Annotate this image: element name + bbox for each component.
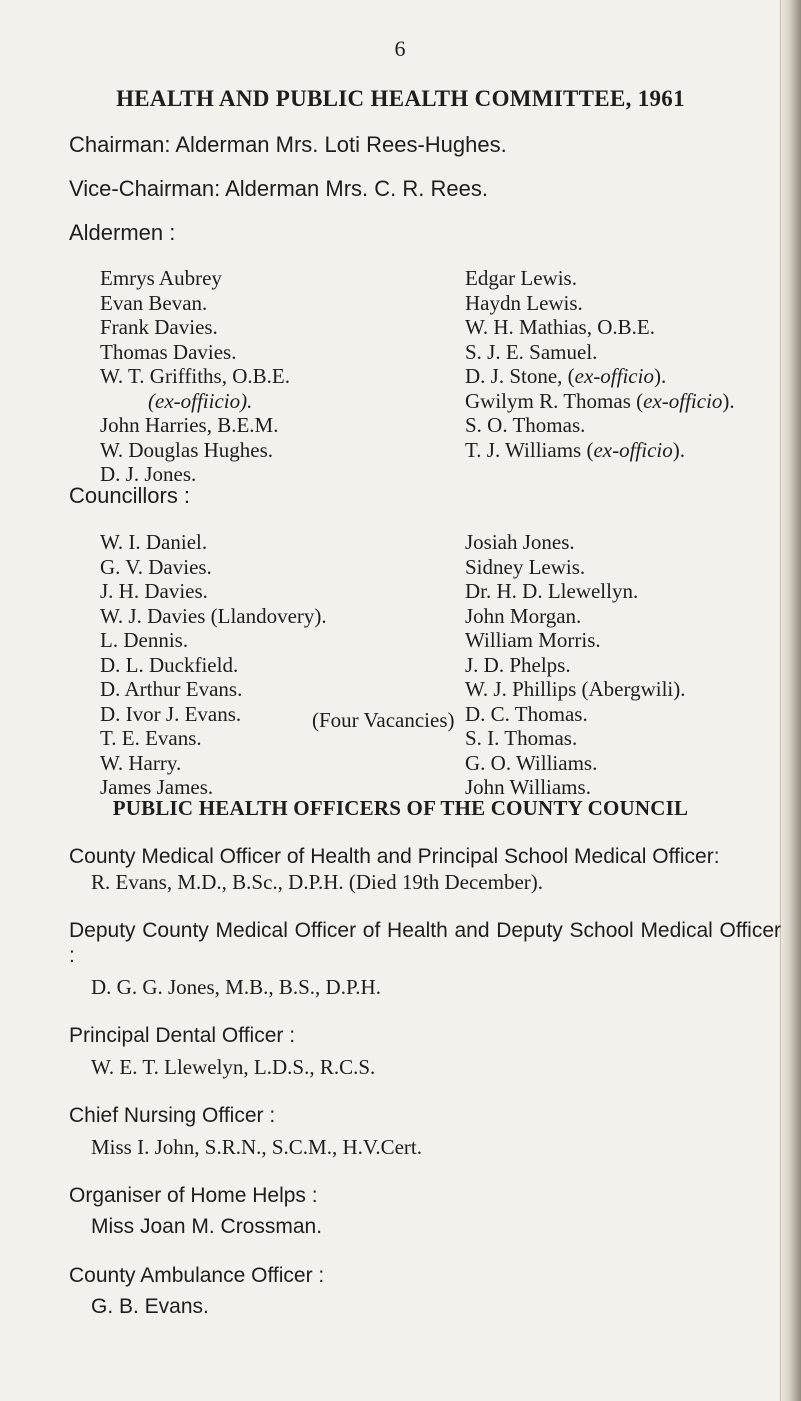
officers-list	[69, 844, 781, 1343]
alderman-name: W. Douglas Hughes.	[100, 437, 274, 462]
officer-holder: W. E. T. Llewelyn, L.D.S., R.C.S.	[91, 1055, 376, 1079]
officer-role: Organiser of Home Helps :	[69, 1184, 318, 1207]
councillors-right-column	[465, 530, 686, 800]
councillor-name: G. O. Williams.	[465, 750, 598, 775]
councillor-name: John Williams.	[465, 775, 591, 799]
officers-heading: PUBLIC HEALTH OFFICERS OF THE COUNTY COUNCIL	[112, 796, 689, 820]
officer-entry	[69, 1263, 781, 1320]
councillor-name: D. Arthur Evans.	[100, 677, 243, 701]
ex-officio-note: (ex-offiicio).	[148, 388, 253, 413]
alderman-name: D. J. Stone, (ex-officio).	[465, 364, 667, 388]
officer-role: County Ambulance Officer :	[69, 1264, 325, 1287]
councillor-name: J. D. Phelps.	[465, 652, 571, 677]
councillor-name: W. I. Daniel.	[100, 530, 208, 554]
page-title: HEALTH AND PUBLIC HEALTH COMMITTEE, 1961	[116, 86, 685, 111]
councillor-name: William Morris.	[465, 628, 601, 652]
councillors-left-column	[100, 530, 327, 800]
councillor-name: G. V. Davies.	[100, 554, 212, 579]
officer-holder: G. B. Evans.	[91, 1295, 209, 1318]
officer-role: Chief Nursing Officer :	[69, 1104, 276, 1127]
alderman-name: W. H. Mathias, O.B.E.	[465, 315, 655, 339]
councillor-name: J. H. Davies.	[100, 579, 208, 603]
officer-entry	[69, 1103, 781, 1160]
alderman-name: Evan Bevan.	[100, 290, 208, 315]
aldermen-heading: Aldermen :	[69, 220, 176, 245]
alderman-name: Edgar Lewis.	[465, 266, 577, 290]
councillor-name: W. Harry.	[100, 750, 182, 775]
aldermen-left-column	[100, 266, 290, 487]
alderman-name: D. J. Jones.	[100, 462, 197, 486]
alderman-name: John Harries, B.E.M.	[100, 413, 279, 437]
alderman-name: Thomas Davies.	[100, 339, 237, 364]
councillor-name: L. Dennis.	[100, 628, 189, 652]
vacancies-note: (Four Vacancies)	[312, 708, 455, 732]
officer-role: Principal Dental Officer :	[69, 1024, 296, 1047]
councillors-heading: Councillors :	[69, 483, 191, 508]
councillor-name: Sidney Lewis.	[465, 554, 586, 579]
alderman-name: Emrys Aubrey	[100, 266, 222, 290]
page-edge-shadow	[779, 0, 801, 1401]
alderman-name: S. O. Thomas.	[465, 413, 586, 437]
alderman-name: W. T. Griffiths, O.B.E.	[100, 364, 290, 388]
alderman-name: S. J. E. Samuel.	[465, 339, 598, 364]
chairman-line: Chairman: Alderman Mrs. Loti Rees-Hughes.	[69, 132, 507, 157]
councillor-name: T. E. Evans.	[100, 726, 202, 750]
councillor-name: James James.	[100, 775, 214, 799]
alderman-note	[100, 389, 290, 414]
councillor-name: S. I. Thomas.	[465, 726, 578, 750]
councillor-name: W. J. Phillips (Abergwili).	[465, 677, 686, 701]
officer-holder: D. G. G. Jones, M.B., B.S., D.P.H.	[91, 975, 381, 999]
officer-role: Deputy County Medical Officer of Health and Deputy School Medical Officer :	[69, 919, 781, 967]
councillor-name: Dr. H. D. Llewellyn.	[465, 579, 639, 603]
officer-holder: R. Evans, M.D., B.Sc., D.P.H. (Died 19th December).	[91, 870, 544, 894]
alderman-name: Gwilym R. Thomas (ex-officio).	[465, 388, 735, 413]
officer-role: County Medical Officer of Health and Principal School Medical Officer:	[69, 845, 720, 868]
alderman-name: Haydn Lewis.	[465, 290, 583, 315]
councillor-name: John Morgan.	[465, 603, 582, 628]
councillor-name: Josiah Jones.	[465, 530, 575, 554]
officer-holder: Miss Joan M. Crossman.	[91, 1215, 323, 1238]
officer-entry	[69, 1183, 781, 1240]
councillor-name: D. L. Duckfield.	[100, 652, 239, 677]
officer-entry	[69, 918, 781, 1000]
officer-entry	[69, 844, 781, 895]
vice-chairman-line: Vice-Chairman: Alderman Mrs. C. R. Rees.	[69, 176, 488, 201]
councillor-name: W. J. Davies (Llandovery).	[100, 603, 327, 628]
alderman-name: Frank Davies.	[100, 315, 218, 339]
officer-holder: Miss I. John, S.R.N., S.C.M., H.V.Cert.	[91, 1135, 423, 1159]
alderman-name: T. J. Williams (ex-officio).	[465, 437, 685, 462]
page-number: 6	[394, 36, 406, 61]
councillor-name: D. C. Thomas.	[465, 701, 588, 726]
councillor-name: D. Ivor J. Evans.	[100, 701, 242, 726]
officer-entry	[69, 1023, 781, 1080]
aldermen-right-column	[465, 266, 735, 462]
